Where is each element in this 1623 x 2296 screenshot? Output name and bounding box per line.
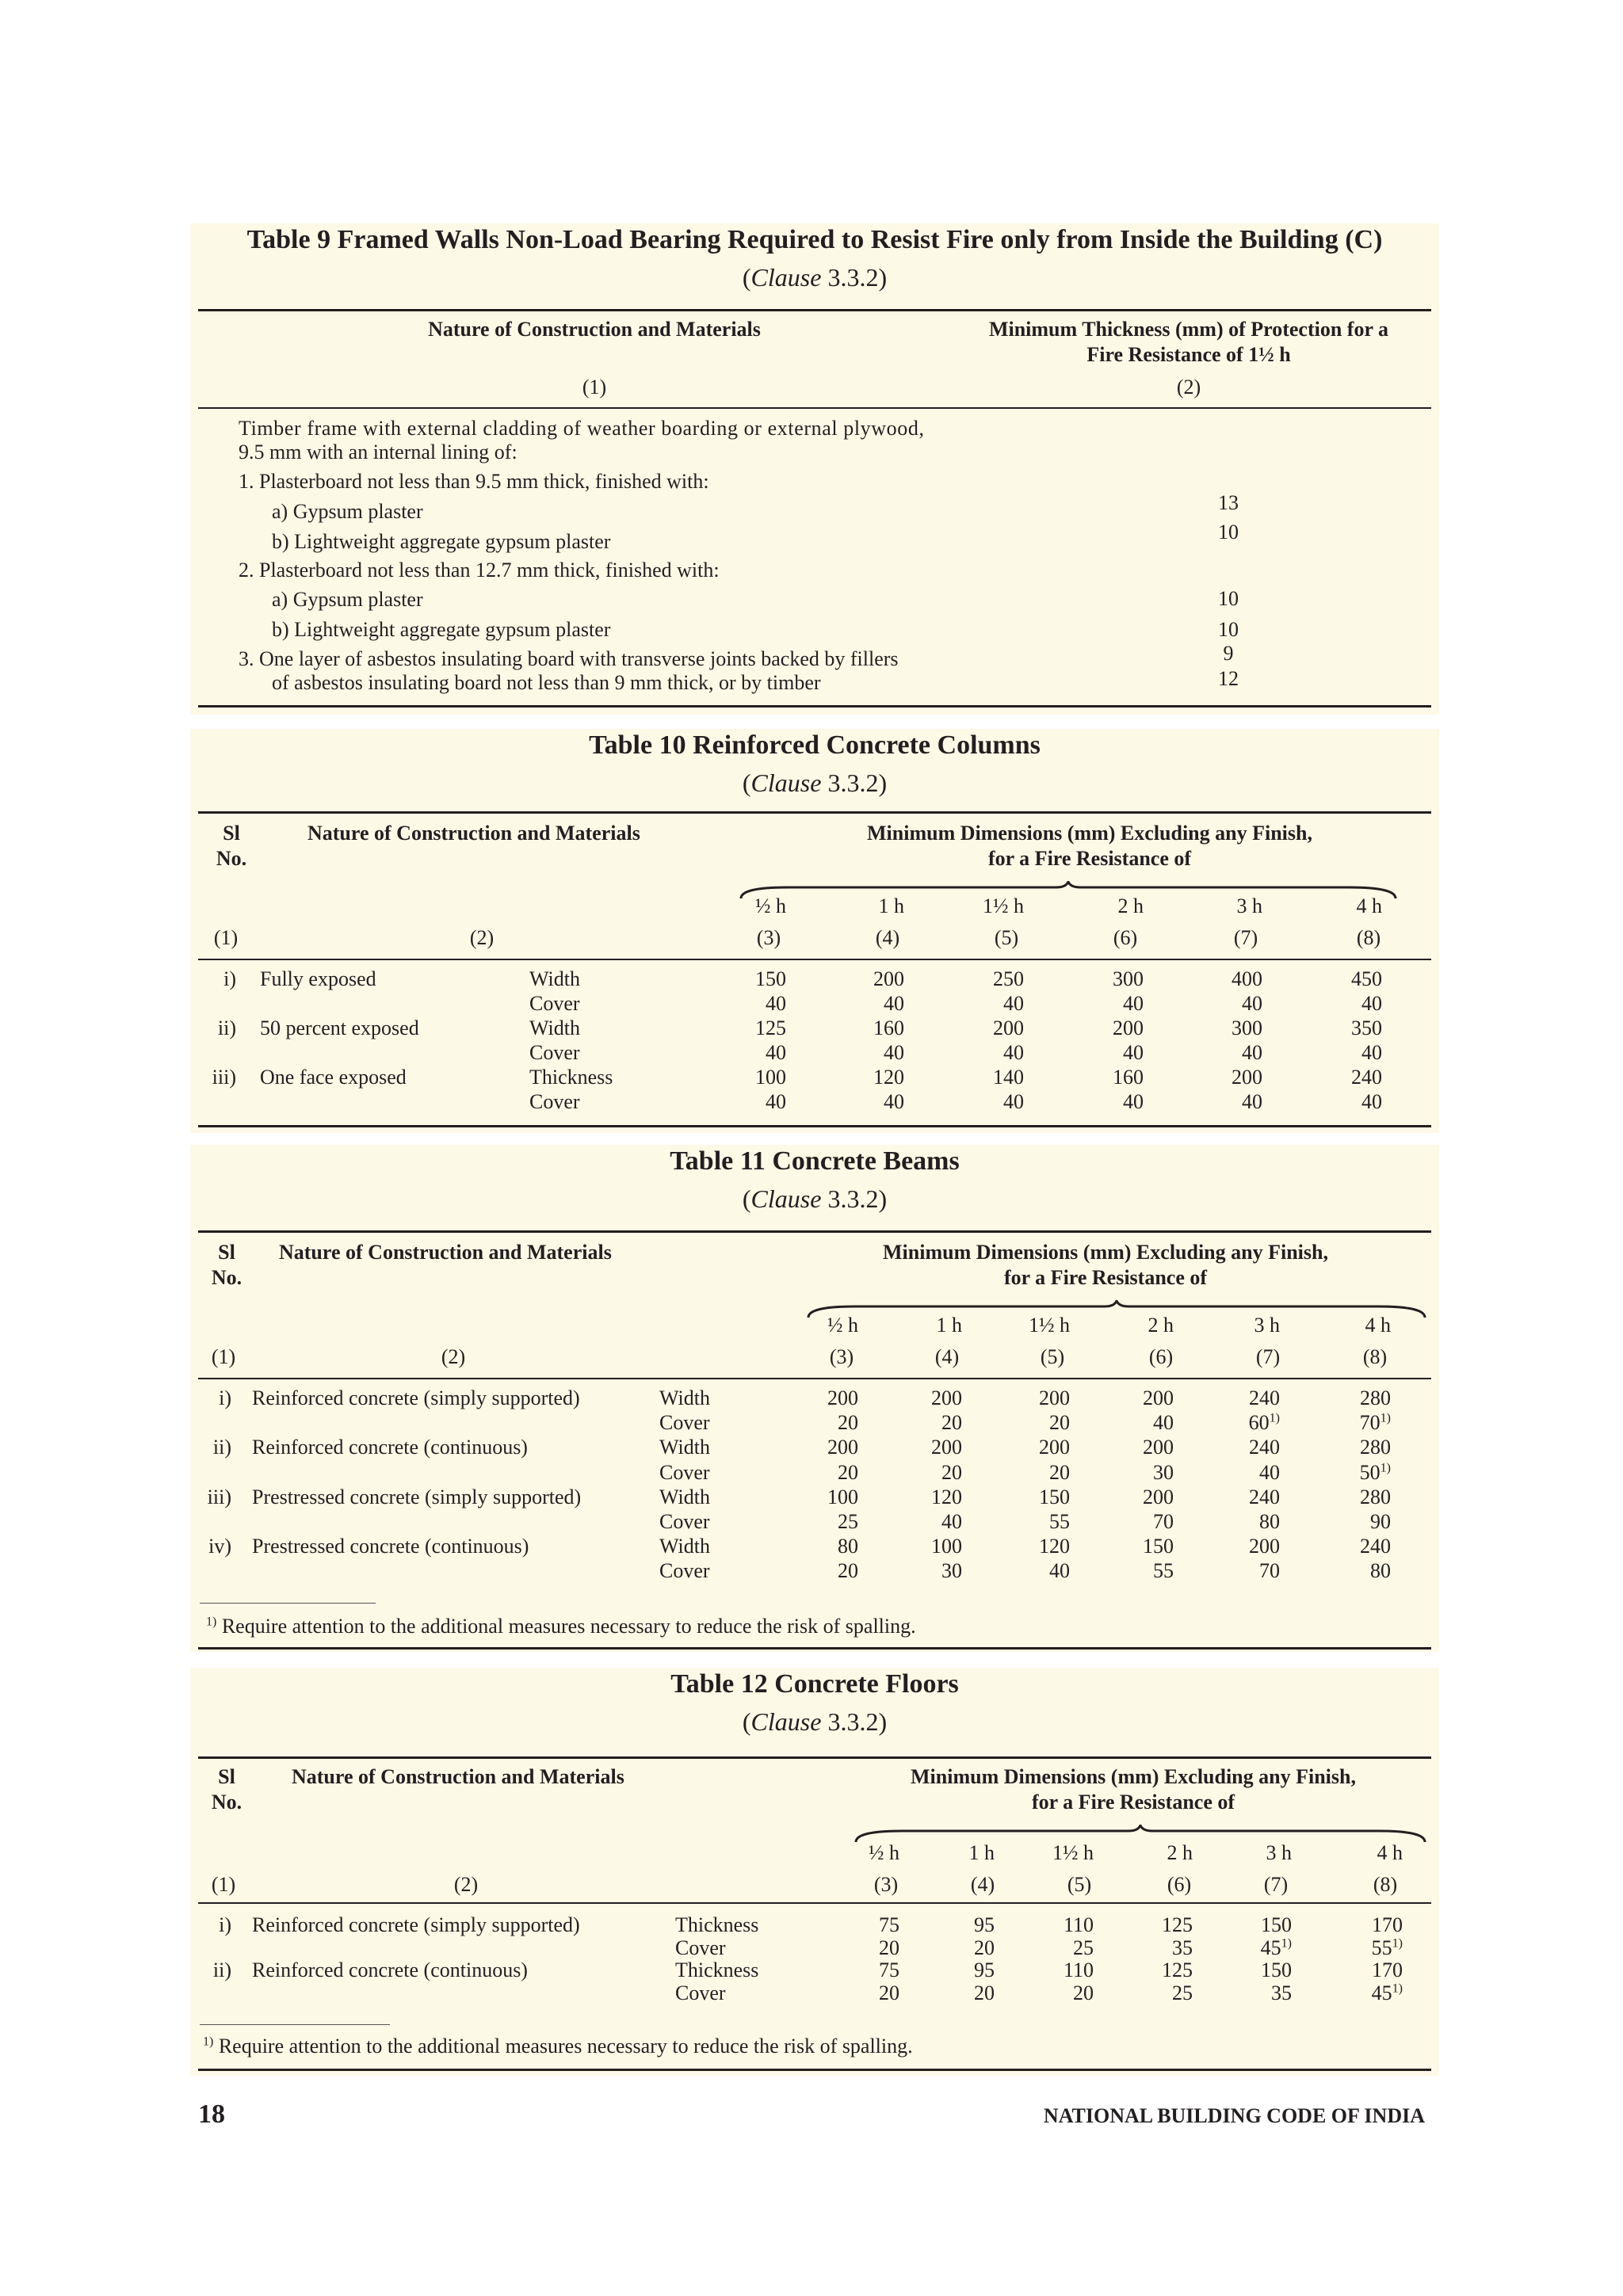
value-cell: 280 [1360, 1386, 1391, 1409]
value-cell: 20 [1073, 1981, 1094, 2004]
value-cell: 45$^{1)}$ [1260, 1936, 1292, 1959]
row-dimension: Width [659, 1386, 710, 1409]
value-cell: 35 [1271, 1981, 1292, 2004]
value-cell: 240 [1351, 1066, 1382, 1089]
value-cell: 200 [1143, 1485, 1174, 1508]
column-number: (8) [1356, 926, 1381, 949]
duration-label: 1½ h [1029, 1314, 1070, 1337]
column-number: (5) [994, 926, 1019, 949]
value-cell: 40 [766, 1041, 786, 1064]
row-nature: One face exposed [260, 1066, 407, 1089]
value-cell: 170 [1372, 1958, 1403, 1981]
value-cell: 125 [755, 1016, 786, 1039]
item-2a: a) Gypsum plaster [272, 588, 423, 611]
value-cell: 200 [873, 967, 904, 990]
duration-label: ½ h [869, 1841, 899, 1864]
column-number: (1) [213, 926, 239, 949]
footnote-separator [200, 2024, 390, 2025]
col1-number: (1) [582, 376, 607, 399]
value-cell: 20 [838, 1460, 858, 1484]
min-dim-header-line1: Minimum Dimensions (mm) Excluding any Finish, [867, 822, 1312, 845]
value-cell: 10 [1218, 587, 1239, 610]
row-sl-number: ii) [212, 1436, 231, 1459]
value-cell: 10 [1218, 521, 1239, 543]
value-cell: 200 [827, 1436, 858, 1459]
column-number: (7) [1263, 1873, 1289, 1896]
value-cell: 250 [993, 967, 1024, 990]
row-nature: Reinforced concrete (simply supported) [252, 1913, 580, 1936]
row-dimension: Cover [659, 1460, 710, 1484]
row-sl-number: iii) [207, 1485, 231, 1508]
bottom-rule [198, 705, 1431, 707]
duration-label: 1 h [936, 1314, 962, 1337]
value-cell: 80 [1259, 1510, 1280, 1533]
value-cell: 300 [1232, 1016, 1262, 1039]
value-cell: 200 [1143, 1386, 1174, 1409]
duration-label: 3 h [1236, 894, 1262, 917]
row-dimension: Cover [529, 1090, 580, 1113]
value-cell: 150 [1261, 1958, 1292, 1981]
table-10-title: Table 10 Reinforced Concrete Columns [589, 730, 1041, 760]
column-number: (5) [1040, 1345, 1065, 1368]
sl-header: Sl No. [216, 822, 247, 870]
min-dim-header-line2: for a Fire Resistance of [1031, 1791, 1235, 1814]
col2-number: (2) [1176, 376, 1201, 399]
value-cell: 40 [1003, 1090, 1024, 1113]
value-cell: 70 [1259, 1559, 1280, 1583]
value-cell: 40 [1242, 1041, 1262, 1064]
column-number: (8) [1362, 1345, 1388, 1368]
row-dimension: Cover [675, 1981, 726, 2004]
value-cell: 240 [1360, 1535, 1391, 1558]
value-cell: 50$^{1)}$ [1359, 1460, 1391, 1484]
value-cell: 160 [873, 1016, 904, 1039]
value-cell: 10 [1218, 618, 1239, 641]
row-dimension: Width [529, 1016, 580, 1039]
value-cell: 20 [941, 1460, 962, 1484]
row-sl-number: i) [219, 1913, 231, 1936]
duration-label: 2 h [1167, 1841, 1193, 1864]
row-dimension: Thickness [675, 1958, 759, 1981]
row-nature: Reinforced concrete (simply supported) [252, 1386, 580, 1409]
header-rule [198, 811, 1431, 814]
value-cell: 150 [1039, 1485, 1070, 1508]
min-dim-header-line2: for a Fire Resistance of [1003, 1266, 1208, 1289]
col2-header-line2: Fire Resistance of 1½ h [1086, 343, 1291, 366]
row-dimension: Cover [659, 1559, 710, 1583]
duration-label: 3 h [1266, 1841, 1292, 1864]
value-cell: 280 [1360, 1485, 1391, 1508]
nature-header: Nature of Construction and Materials [279, 1241, 612, 1264]
value-cell: 20 [1049, 1460, 1070, 1484]
min-dim-header-line1: Minimum Dimensions (mm) Excluding any Finish, [883, 1241, 1328, 1264]
row-dimension: Width [659, 1535, 710, 1558]
value-cell: 40 [1153, 1411, 1174, 1435]
value-cell: 40 [1123, 1090, 1144, 1113]
value-cell: 25 [1172, 1981, 1193, 2004]
value-cell: 40 [1242, 992, 1262, 1015]
value-cell: 25 [1073, 1936, 1094, 1959]
value-cell: 240 [1249, 1386, 1280, 1409]
value-cell: 40 [1123, 992, 1144, 1015]
min-dim-header-line2: for a Fire Resistance of [987, 847, 1192, 870]
row-dimension: Thickness [675, 1913, 759, 1936]
value-cell: 40 [1361, 1041, 1382, 1064]
value-cell: 170 [1372, 1913, 1403, 1936]
bottom-rule [198, 1647, 1431, 1650]
duration-label: 2 h [1148, 1314, 1174, 1337]
table-11-title: Table 11 Concrete Beams [670, 1146, 960, 1176]
value-cell: 40 [941, 1510, 962, 1533]
column-number: (5) [1067, 1873, 1092, 1896]
value-cell: 200 [1039, 1386, 1070, 1409]
duration-label: 1½ h [1052, 1841, 1094, 1864]
value-cell: 20 [1049, 1411, 1070, 1435]
footnote: $^{1)}$ Require attention to the additional measures necessary to reduce the risk of spalling. [203, 2035, 913, 2058]
value-cell: 110 [1063, 1958, 1094, 1981]
value-cell: 40 [766, 1090, 786, 1113]
row-nature: Fully exposed [260, 967, 376, 990]
sl-header: Sl No. [211, 1765, 242, 1814]
book-title: NATIONAL BUILDING CODE OF INDIA [1043, 2104, 1425, 2127]
value-cell: 9 [1223, 642, 1234, 665]
value-cell: 40 [884, 1041, 904, 1064]
value-cell: 70$^{1)}$ [1359, 1411, 1391, 1435]
duration-label: 1 h [968, 1841, 995, 1864]
value-cell: 150 [1261, 1913, 1292, 1936]
table-10 [190, 729, 1439, 1133]
duration-label: ½ h [827, 1314, 858, 1337]
value-cell: 200 [1143, 1436, 1174, 1459]
duration-label: 4 h [1377, 1841, 1403, 1864]
sl-header: Sl No. [211, 1241, 242, 1289]
bottom-rule [198, 1125, 1431, 1127]
value-cell: 20 [941, 1411, 962, 1435]
value-cell: 70 [1153, 1510, 1174, 1533]
duration-label: 1½ h [983, 894, 1024, 917]
min-dim-header-line1: Minimum Dimensions (mm) Excluding any Finish, [911, 1765, 1356, 1788]
column-number: (3) [756, 926, 781, 949]
row-sl-number: ii) [217, 1016, 236, 1039]
value-cell: 125 [1162, 1913, 1193, 1936]
value-cell: 450 [1351, 967, 1382, 990]
value-cell: 35 [1172, 1936, 1193, 1959]
value-cell: 20 [974, 1936, 995, 1959]
column-number: (4) [934, 1345, 960, 1368]
item-1: 1. Plasterboard not less than 9.5 mm thick, finished with: [239, 470, 709, 493]
brace-icon [739, 881, 1397, 902]
value-cell: 100 [931, 1535, 962, 1558]
value-cell: 125 [1162, 1958, 1193, 1981]
table-9 [190, 223, 1439, 715]
value-cell: 200 [931, 1436, 962, 1459]
value-cell: 100 [755, 1066, 786, 1089]
value-cell: 20 [838, 1411, 858, 1435]
value-cell: 150 [1143, 1535, 1174, 1558]
value-cell: 40 [1242, 1090, 1262, 1113]
row-nature: Prestressed concrete (continuous) [252, 1535, 529, 1558]
footnote: $^{1)}$ Require attention to the additional measures necessary to reduce the risk of spalling. [206, 1615, 916, 1638]
column-number: (1) [211, 1345, 236, 1368]
value-cell: 40 [1361, 1090, 1382, 1113]
value-cell: 200 [1249, 1535, 1280, 1558]
nature-header: Nature of Construction and Materials [292, 1765, 624, 1788]
intro-text-line1: Timber frame with external cladding of weather boarding or external plywood, [239, 417, 925, 440]
value-cell: 25 [838, 1510, 858, 1533]
row-nature: Prestressed concrete (simply supported) [252, 1485, 582, 1508]
item-2: 2. Plasterboard not less than 12.7 mm thick, finished with: [239, 559, 720, 582]
column-number: (4) [875, 926, 900, 949]
value-cell: 200 [827, 1386, 858, 1409]
column-number: (2) [441, 1345, 466, 1368]
value-cell: 55 [1153, 1559, 1174, 1583]
table-11-clause: (Clause 3.3.2) [742, 1184, 888, 1213]
table-9-clause: (Clause 3.3.2) [742, 263, 888, 292]
header-rule [198, 309, 1431, 311]
value-cell: 120 [1039, 1535, 1070, 1558]
item-3-line2: of asbestos insulating board not less than 9 mm thick, or by timber [272, 671, 821, 694]
column-number: (4) [970, 1873, 995, 1896]
value-cell: 40 [1123, 1041, 1144, 1064]
value-cell: 20 [879, 1981, 899, 2004]
table-12-title: Table 12 Concrete Floors [670, 1669, 959, 1699]
column-number: (3) [873, 1873, 899, 1896]
duration-label: 1 h [878, 894, 904, 917]
value-cell: 120 [931, 1485, 962, 1508]
column-number: (7) [1233, 926, 1258, 949]
column-number: (7) [1255, 1345, 1281, 1368]
value-cell: 95 [974, 1913, 995, 1936]
column-number: (3) [829, 1345, 854, 1368]
value-cell: 60$^{1)}$ [1248, 1411, 1280, 1435]
subheader-rule [198, 407, 1431, 409]
value-cell: 80 [838, 1535, 858, 1558]
value-cell: 200 [1232, 1066, 1262, 1089]
value-cell: 200 [931, 1386, 962, 1409]
row-sl-number: iii) [212, 1066, 236, 1089]
value-cell: 240 [1249, 1436, 1280, 1459]
duration-label: 3 h [1254, 1314, 1280, 1337]
column-number: (6) [1113, 926, 1138, 949]
value-cell: 40 [1003, 992, 1024, 1015]
value-cell: 200 [1039, 1436, 1070, 1459]
value-cell: 40 [1259, 1460, 1280, 1484]
table-11 [190, 1145, 1439, 1652]
subheader-rule [198, 1902, 1431, 1904]
item-3-line1: 3. One layer of asbestos insulating board with transverse joints backed by fillers [239, 647, 899, 670]
value-cell: 55$^{1)}$ [1371, 1936, 1403, 1959]
value-cell: 120 [873, 1066, 904, 1089]
value-cell: 95 [974, 1958, 995, 1981]
table-10-clause: (Clause 3.3.2) [742, 769, 888, 797]
row-dimension: Cover [675, 1936, 726, 1959]
row-sl-number: i) [219, 1386, 231, 1409]
value-cell: 200 [993, 1016, 1024, 1039]
value-cell: 240 [1249, 1485, 1280, 1508]
value-cell: 40 [884, 992, 904, 1015]
value-cell: 150 [755, 967, 786, 990]
nature-header: Nature of Construction and Materials [307, 822, 640, 845]
value-cell: 40 [1049, 1559, 1070, 1583]
row-dimension: Cover [659, 1411, 710, 1435]
value-cell: 300 [1113, 967, 1144, 990]
value-cell: 40 [884, 1090, 904, 1113]
duration-label: 2 h [1117, 894, 1144, 917]
row-dimension: Width [659, 1485, 710, 1508]
col1-header: Nature of Construction and Materials [428, 318, 761, 341]
column-number: (6) [1167, 1873, 1192, 1896]
col2-header-line1: Minimum Thickness (mm) of Protection for a [988, 318, 1389, 341]
bottom-rule [198, 2069, 1431, 2071]
table-9-title: Table 9 Framed Walls Non-Load Bearing Required to Resist Fire only from Inside the Building (C) [246, 225, 1383, 254]
value-cell: 160 [1113, 1066, 1144, 1089]
column-number: (1) [211, 1873, 236, 1896]
table-12 [190, 1668, 1439, 2076]
value-cell: 30 [941, 1559, 962, 1583]
value-cell: 30 [1153, 1460, 1174, 1484]
column-number: (2) [469, 926, 495, 949]
row-sl-number: i) [223, 967, 236, 990]
value-cell: 100 [827, 1485, 858, 1508]
value-cell: 80 [1370, 1559, 1391, 1583]
value-cell: 40 [1003, 1041, 1024, 1064]
value-cell: 280 [1360, 1436, 1391, 1459]
column-number: (2) [453, 1873, 479, 1896]
page-number: 18 [198, 2100, 225, 2129]
value-cell: 75 [879, 1958, 899, 1981]
duration-label: 4 h [1365, 1314, 1391, 1337]
duration-label: 4 h [1356, 894, 1382, 917]
value-cell: 40 [766, 992, 786, 1015]
subheader-rule [198, 959, 1431, 960]
value-cell: 200 [1113, 1016, 1144, 1039]
row-nature: Reinforced concrete (continuous) [252, 1958, 528, 1981]
item-1b: b) Lightweight aggregate gypsum plaster [272, 530, 611, 553]
row-nature: Reinforced concrete (continuous) [252, 1436, 528, 1459]
duration-label: ½ h [755, 894, 786, 917]
column-number: (8) [1373, 1873, 1398, 1896]
value-cell: 400 [1232, 967, 1262, 990]
subheader-rule [198, 1378, 1431, 1379]
row-nature: 50 percent exposed [260, 1016, 419, 1039]
value-cell: 13 [1218, 491, 1239, 514]
row-sl-number: iv) [208, 1535, 231, 1558]
value-cell: 75 [879, 1913, 899, 1936]
row-sl-number: ii) [212, 1958, 231, 1981]
value-cell: 20 [879, 1936, 899, 1959]
intro-text-line2: 9.5 mm with an internal lining of: [239, 441, 517, 463]
value-cell: 45$^{1)}$ [1371, 1981, 1403, 2004]
row-dimension: Thickness [529, 1066, 613, 1089]
header-rule [198, 1756, 1431, 1759]
header-rule [198, 1230, 1431, 1233]
value-cell: 110 [1063, 1913, 1094, 1936]
value-cell: 20 [974, 1981, 995, 2004]
item-2b: b) Lightweight aggregate gypsum plaster [272, 618, 611, 641]
row-dimension: Width [529, 967, 580, 990]
value-cell: 20 [838, 1559, 858, 1583]
column-number: (6) [1148, 1345, 1174, 1368]
value-cell: 90 [1370, 1510, 1391, 1533]
row-dimension: Cover [659, 1510, 710, 1533]
row-dimension: Cover [529, 1041, 580, 1064]
table-12-clause: (Clause 3.3.2) [742, 1707, 888, 1736]
footnote-separator [200, 1603, 376, 1604]
row-dimension: Width [659, 1436, 710, 1459]
value-cell: 350 [1351, 1016, 1382, 1039]
value-cell: 55 [1049, 1510, 1070, 1533]
value-cell: 40 [1361, 992, 1382, 1015]
row-dimension: Cover [529, 992, 580, 1015]
value-cell: 140 [993, 1066, 1024, 1089]
item-1a: a) Gypsum plaster [272, 500, 423, 523]
value-cell: 12 [1218, 667, 1239, 690]
